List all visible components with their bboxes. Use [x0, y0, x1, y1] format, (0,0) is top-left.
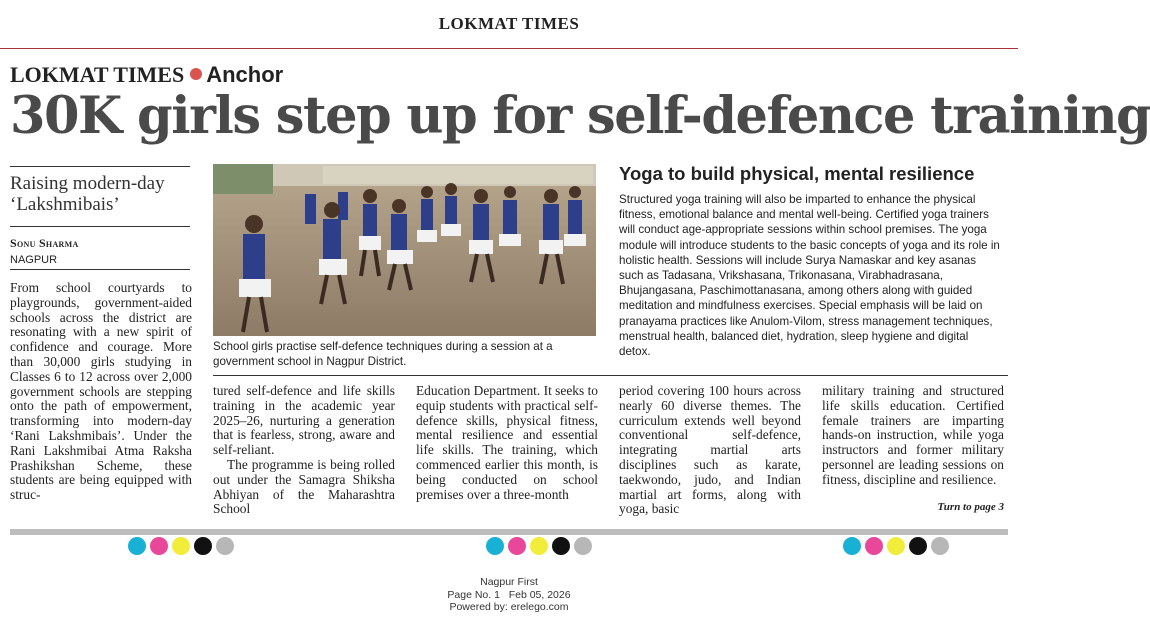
page-footer — [0, 576, 1018, 614]
color-swatch — [216, 537, 234, 555]
color-swatch — [486, 537, 504, 555]
divider — [10, 226, 190, 227]
continuation-link[interactable]: Turn to page 3 — [937, 501, 1004, 513]
color-swatch — [508, 537, 526, 555]
footer-powered-by: Powered by: erelego.com — [449, 601, 569, 613]
sidebar-body: Structured yoga training will also be imparted to enhance the physical fitness, emotional balance and mental well-being. Certified yoga trainers will conduct age-appropriate sessions within school premises. The yoga module will introduce students to the basic concepts of yoga and its role in holistic health. Sessions will include Surya Namaskar and key asanas such as Tadasana, Vrikshasana, Trikonasana, Virabhadrasana, Bhujangasana, Paschimottanasana, among others along with guided meditation and mindfulness exercises. Special emphasis will be laid on pranayama practices like Anulom-Vilom, stress management techniques, menstrual health, balanced diet, hydration, sleep hygiene and digital detox. — [619, 193, 1000, 359]
article-paragraph: Education Department. It seeks to equip students with practical self-defence skills, physical fitness, mental resilience and essential life skills. The training, which commenced earlier this month, is being conducted on school premises over a three-month — [416, 383, 598, 502]
divider — [213, 375, 1008, 376]
article-paragraph: military training and structured life skills education. Certified female trainers are imparting hands-on instruction, while yoga instructors and former military personnel are leading sessions on fitness, discipline and resilience. — [822, 383, 1004, 487]
color-swatch — [931, 537, 949, 555]
article-column-4 — [619, 384, 801, 517]
color-swatch — [128, 537, 146, 555]
headline: 30K girls step up for self-defence training — [10, 86, 1150, 146]
article-column-1 — [10, 281, 192, 503]
byline-author: Sonu Sharma — [10, 236, 79, 250]
footer-page-info: Page No. 1 Feb 05, 2026 — [447, 588, 571, 601]
color-swatch — [530, 537, 548, 555]
color-swatch — [552, 537, 570, 555]
article-photo — [213, 164, 596, 336]
article-paragraph: tured self-defence and life skills training in the academic year 2025–26, nurturing a generation that is fearless, strong, aware and self-reliant. — [213, 383, 395, 458]
footer-edition: Nagpur First — [480, 576, 538, 588]
sidebar-title: Yoga to build physical, mental resilience — [619, 163, 975, 184]
color-swatch — [194, 537, 212, 555]
color-swatch — [172, 537, 190, 555]
article-paragraph: From school courtyards to playgrounds, government-aided schools across the district are resonating with a new spirit of confidence and courage. More than 30,000 girls studying in Classes 6 to 12 across over 2,000 government schools are stepping onto the path of empowerment, transforming into modern-day ‘Rani Lakshmibais’. Under the Rani Lakshmibai Atma Raksha Prashikshan Scheme, these students are being equipped with struc- — [10, 280, 192, 503]
masthead-title: LOKMAT TIMES — [438, 14, 580, 33]
section-label: Anchor — [206, 62, 284, 87]
color-swatch — [574, 537, 592, 555]
article-column-5 — [822, 384, 1004, 488]
divider — [10, 269, 190, 270]
byline-place: NAGPUR — [10, 254, 58, 266]
color-swatch — [150, 537, 168, 555]
article-paragraph: period covering 100 hours across nearly 60 diverse themes. The curriculum extends well beyond conventional self-defence, integrating martial arts disciplines such as karate, taekwondo, judo, and Indian martial art forms, along with yoga, basic — [619, 383, 801, 517]
photo-illustration — [213, 164, 596, 336]
kicker: Raising modern-day ‘Lakshmibais’ — [10, 173, 165, 215]
article-column-3 — [416, 384, 598, 502]
masthead — [0, 0, 1018, 49]
section-brand: LOKMAT TIMES — [10, 62, 185, 87]
color-swatch — [865, 537, 883, 555]
color-swatch — [887, 537, 905, 555]
divider — [10, 166, 190, 167]
article-paragraph: The programme is being rolled out under the Samagra Shiksha Abhiyan of the Maharashtra School — [213, 456, 395, 517]
section-dot-icon — [190, 68, 202, 80]
color-swatch — [909, 537, 927, 555]
section-header — [10, 62, 283, 88]
photo-caption: School girls practise self-defence techniques during a session at a government school in Nagpur District. — [213, 340, 553, 368]
color-swatch — [843, 537, 861, 555]
page-bottom-bar — [10, 529, 1008, 535]
article-column-2 — [213, 384, 395, 517]
